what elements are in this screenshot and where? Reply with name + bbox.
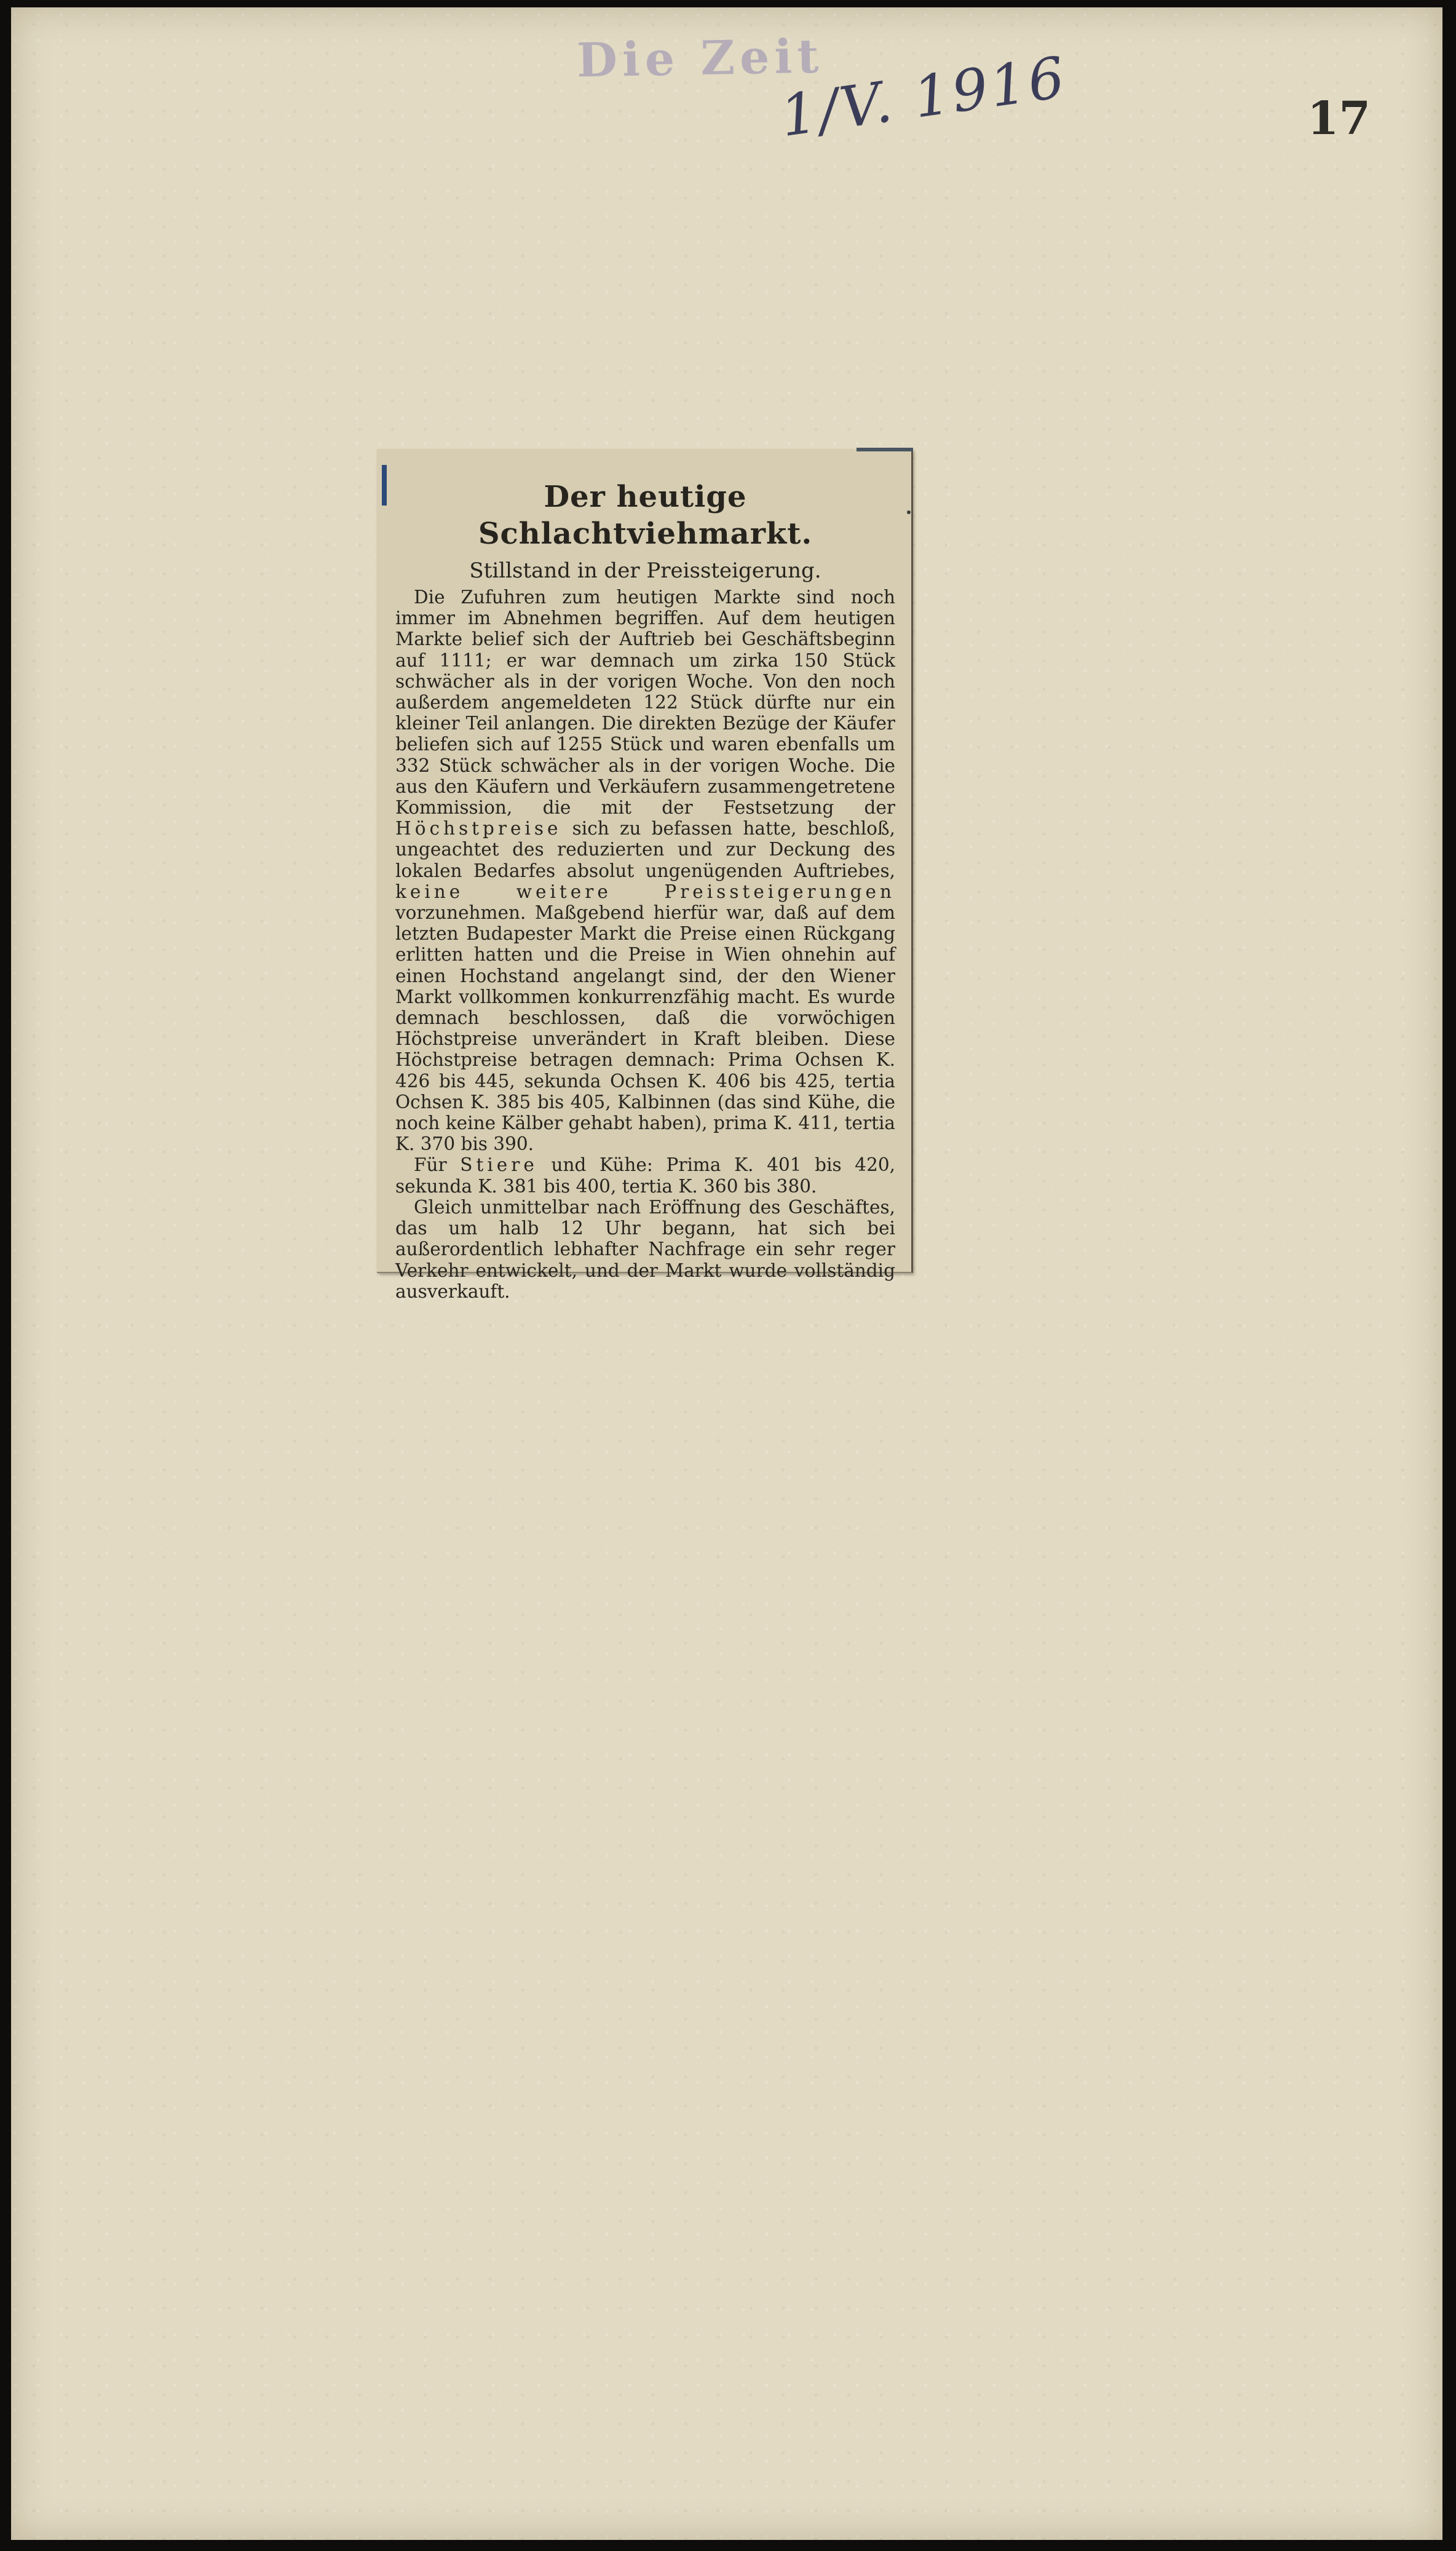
article-paragraph-1	[395, 587, 895, 1154]
paragraph-2-rest: und Kühe: Prima K. 401 bis 420, sekunda K. 381 bis 400, tertia K. 360 bis 380.	[395, 1154, 895, 1197]
archive-sheet	[11, 7, 1442, 2540]
article-paragraph-3: Gleich unmittelbar nach Eröffnung des Geschäftes, das um halb 12 Uhr begann, hat sich bei außerordentlich lebhafter Nachfrage ein sehr reger Verkehr entwickelt, und der Markt wurde vollständig ausverkauft.	[395, 1196, 895, 1302]
article-headline: Der heutige Schlachtviehmarkt.	[478, 480, 813, 551]
paragraph-1-text-b: sich zu befassen hatte, beschloß, ungeachtet des reduzierten und zur Deckung des lokalen Bedarfes absolut ungenügenden Auftriebes,	[395, 818, 895, 881]
paragraph-2-lead: Für	[414, 1154, 447, 1176]
emphasis-hoechstpreise: Höchstpreise	[395, 818, 562, 839]
paragraph-1-text-a: Die Zufuhren zum heutigen Markte sind noch immer im Abnehmen begriffen. Auf dem heutigen Markte belief sich der Auftrieb bei Geschäftsbeginn auf 1111; er war demnach um zirka 150 Stück schwächer als in der vorigen Woche. Von den noch außerdem angemeldeten 122 Stück dürfte nur ein kleiner Teil anlangen. Die direkten Bezüge der Käufer beliefen sich auf 1255 Stück und waren ebenfalls um 332 Stück schwächer als in der vorigen Woche. Die aus den Käufern und Verkäufern zusammengetretene Kommission, die mit der Festsetzung der	[395, 587, 895, 819]
article-paragraph-2	[395, 1154, 895, 1196]
blue-pencil-mark	[382, 465, 387, 506]
newspaper-clipping	[377, 449, 913, 1302]
article-subheadline: Stillstand in der Preissteigerung.	[469, 558, 821, 583]
page-number: 17	[1307, 92, 1371, 145]
newspaper-stamp: Die Zeit	[576, 28, 825, 88]
handwritten-date: 1/V. 1916	[776, 44, 1071, 150]
ink-dot	[907, 510, 911, 514]
paragraph-1-text-c: vorzunehmen. Maßgebend hierfür war, daß auf dem letzten Budapester Markt die Preise einen Rückgang erlitten hatten und die Preise in Wien ohnehin auf einen Hochstand angelangt sind, der den Wiener Markt vollkommen konkurrenzfähig macht. Es wurde demnach beschlossen, daß die vorwöchigen Höchstpreise unverändert in Kraft bleiben. Diese Höchstpreise betragen demnach: Prima Ochsen K. 426 bis 445, sekunda Ochsen K. 406 bis 425, tertia Ochsen K. 385 bis 405, Kalbinnen (das sind Kühe, die noch keine Kälber gehabt haben), prima K. 411, tertia K. 370 bis 390.	[395, 902, 895, 1155]
emphasis-stiere: Stiere	[460, 1154, 538, 1176]
emphasis-keine-weitere: keine weitere Preissteigerungen	[395, 881, 895, 902]
clipping-edge-mark	[857, 448, 913, 451]
